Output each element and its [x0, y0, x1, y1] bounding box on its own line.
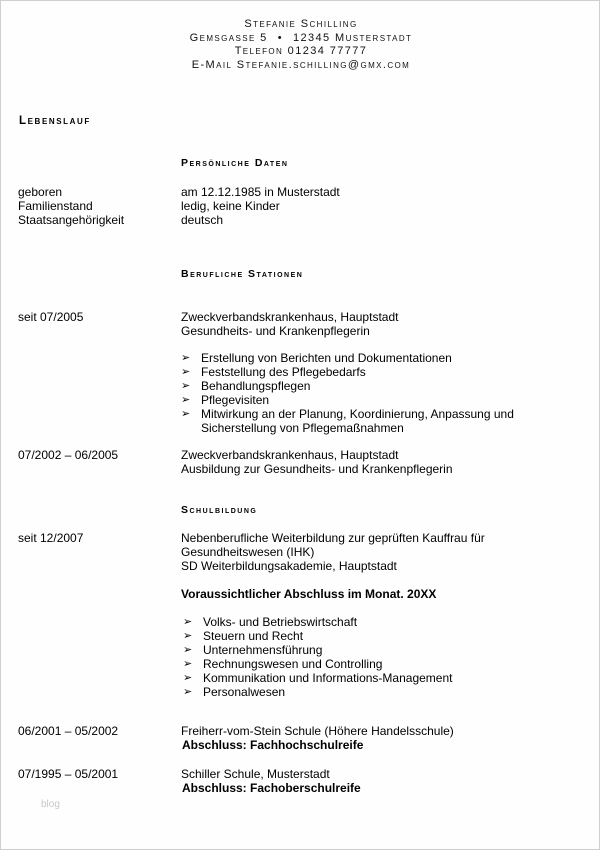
entry-line: Gesundheits- und Krankenpflegerin — [181, 324, 370, 338]
list-item: ➢ Feststellung des Pflegebedarfs — [181, 365, 366, 379]
applicant-name: Stefanie Schilling — [244, 18, 358, 30]
arrow-bullet-icon: ➢ — [183, 672, 193, 684]
task-list — [181, 351, 514, 435]
entry-details — [181, 724, 521, 752]
arrow-bullet-icon: ➢ — [181, 380, 191, 392]
watermark: blog — [41, 799, 60, 810]
address-line — [1, 32, 600, 46]
row-label: Familienstand — [18, 199, 93, 213]
degree-line: Abschluss: Fachoberschulreife — [182, 781, 361, 795]
section-title-education: Schulbildung — [181, 504, 258, 516]
entry-date: 06/2001 – 05/2002 — [18, 724, 119, 738]
list-item: ➢ Personalwesen — [183, 685, 286, 699]
entry-line: Gesundheitswesen (IHK) — [181, 545, 315, 559]
entry-line: Zweckverbandskrankenhaus, Hauptstadt — [181, 310, 399, 324]
address-separator: • — [277, 31, 283, 44]
row-value: deutsch — [181, 213, 224, 227]
list-item: ➢ Unternehmensführung — [183, 643, 323, 657]
street: Gemsgasse 5 — [189, 31, 268, 44]
email-line: E-Mail Stefanie.schilling@gmx.com — [191, 58, 411, 71]
entry-date: seit 12/2007 — [18, 531, 84, 545]
arrow-bullet-icon: ➢ — [181, 394, 191, 406]
arrow-bullet-icon: ➢ — [183, 686, 193, 698]
row-label: Staatsangehörigkeit — [18, 213, 125, 227]
subject-list — [183, 615, 452, 699]
section-title-personal: Persönliche Daten — [181, 157, 289, 169]
arrow-bullet-icon: ➢ — [183, 644, 193, 656]
list-item: ➢ Rechnungswesen und Controlling — [183, 657, 383, 671]
row-value: am 12.12.1985 in Musterstadt — [181, 185, 340, 199]
entry-line: SD Weiterbildungsakademie, Hauptstadt — [181, 559, 397, 573]
entry-date: 07/1995 – 05/2001 — [18, 767, 119, 781]
arrow-bullet-icon: ➢ — [183, 658, 193, 670]
list-item: ➢ Pflegevisiten — [181, 393, 270, 407]
entry-details — [181, 448, 521, 476]
section-title-career: Berufliche Stationen — [181, 268, 304, 280]
entry-details — [181, 767, 521, 795]
entry-line: Ausbildung zur Gesundheits- und Krankenpflegerin — [181, 462, 453, 476]
list-item: ➢ Mitwirkung an der Planung, Koordinierung, Anpassung und — [181, 407, 514, 421]
arrow-bullet-icon: ➢ — [183, 616, 193, 628]
entry-details — [181, 531, 521, 573]
row-value: ledig, keine Kinder — [181, 199, 280, 213]
arrow-bullet-icon: ➢ — [181, 366, 191, 378]
contact-header — [1, 18, 600, 72]
arrow-bullet-icon: ➢ — [183, 630, 193, 642]
arrow-bullet-icon: ➢ — [181, 408, 191, 420]
entry-line: Nebenberufliche Weiterbildung zur geprüften Kauffrau für — [181, 531, 485, 545]
list-item-continuation: Sicherstellung von Pflegemaßnahmen — [201, 421, 404, 435]
list-item: ➢ Behandlungspflegen — [181, 379, 311, 393]
phone-line: Telefon 01234 77777 — [234, 45, 368, 57]
document-title: Lebenslauf — [19, 115, 91, 127]
row-label: geboren — [18, 185, 63, 199]
list-item: ➢ Volks- und Betriebswirtschaft — [183, 615, 358, 629]
arrow-bullet-icon: ➢ — [181, 352, 191, 364]
entry-line: Zweckverbandskrankenhaus, Hauptstadt — [181, 448, 399, 462]
entry-line: Schiller Schule, Musterstadt — [181, 767, 330, 781]
list-item: ➢ Erstellung von Berichten und Dokumentationen — [181, 351, 452, 365]
entry-date: seit 07/2005 — [18, 310, 84, 324]
entry-details — [181, 310, 521, 338]
list-item: ➢ Kommunikation und Informations-Management — [183, 671, 453, 685]
list-item: ➢ Steuern und Recht — [183, 629, 304, 643]
cv-page: Stefanie Schilling Gemsgasse 5 • 12345 Musterstadt Telefon 01234 77777 E-Mail Stefanie.schilling@gmx.com Lebenslauf Persönliche Daten geboren am 12.12.1985 in Musterstadt Familienstand ledig, keine Kinder Staatsangehörigkeit deutsch Berufliche Stationen seit 07/2005 Zweckverbandskrankenhaus, Hauptstadt Gesundheits- und Krankenpflegerin ➢ Erstellung von Berichten und Dokumentationen ➢ Feststellung des Pflegebedarfs ➢ Behandlungspflegen ➢ Pflegevisiten ➢ Mitwirkung an der Planung, Koordinierung, Anpassung und Sicherstellung von Pflegemaßnahmen 07/2002 – 06/2005 Zweckverbandskrankenhaus, Hauptstadt Ausbildung zur Gesundheits- und Krankenpflegerin Schulbildung seit 12/2007 Nebenberufliche Weiterbildung zur geprüften Kauffrau für Gesundheitswesen (IHK) SD Weiterbildungsakademie, Hauptstadt Voraussichtlicher Abschluss im Monat. 20XX ➢ Volks- und Betriebswirtschaft ➢ Steuern und Recht ➢ Unternehmensführung ➢ Rechnungswesen und Controlling ➢ Kommunikation und Informations-Management ➢ Personalwesen 06/2001 – 05/2002 Freiherr-vom-Stein Schule (Höhere Handelsschule) Abschluss: Fachhochschulreife 07/1995 – 05/2001 Schiller Schule, Musterstadt Abschluss: Fachoberschulreife blog — [0, 0, 600, 850]
entry-line: Freiherr-vom-Stein Schule (Höhere Handelsschule) — [181, 724, 454, 738]
city: 12345 Musterstadt — [292, 31, 413, 44]
entry-date: 07/2002 – 06/2005 — [18, 448, 119, 462]
degree-line: Abschluss: Fachhochschulreife — [182, 738, 364, 752]
